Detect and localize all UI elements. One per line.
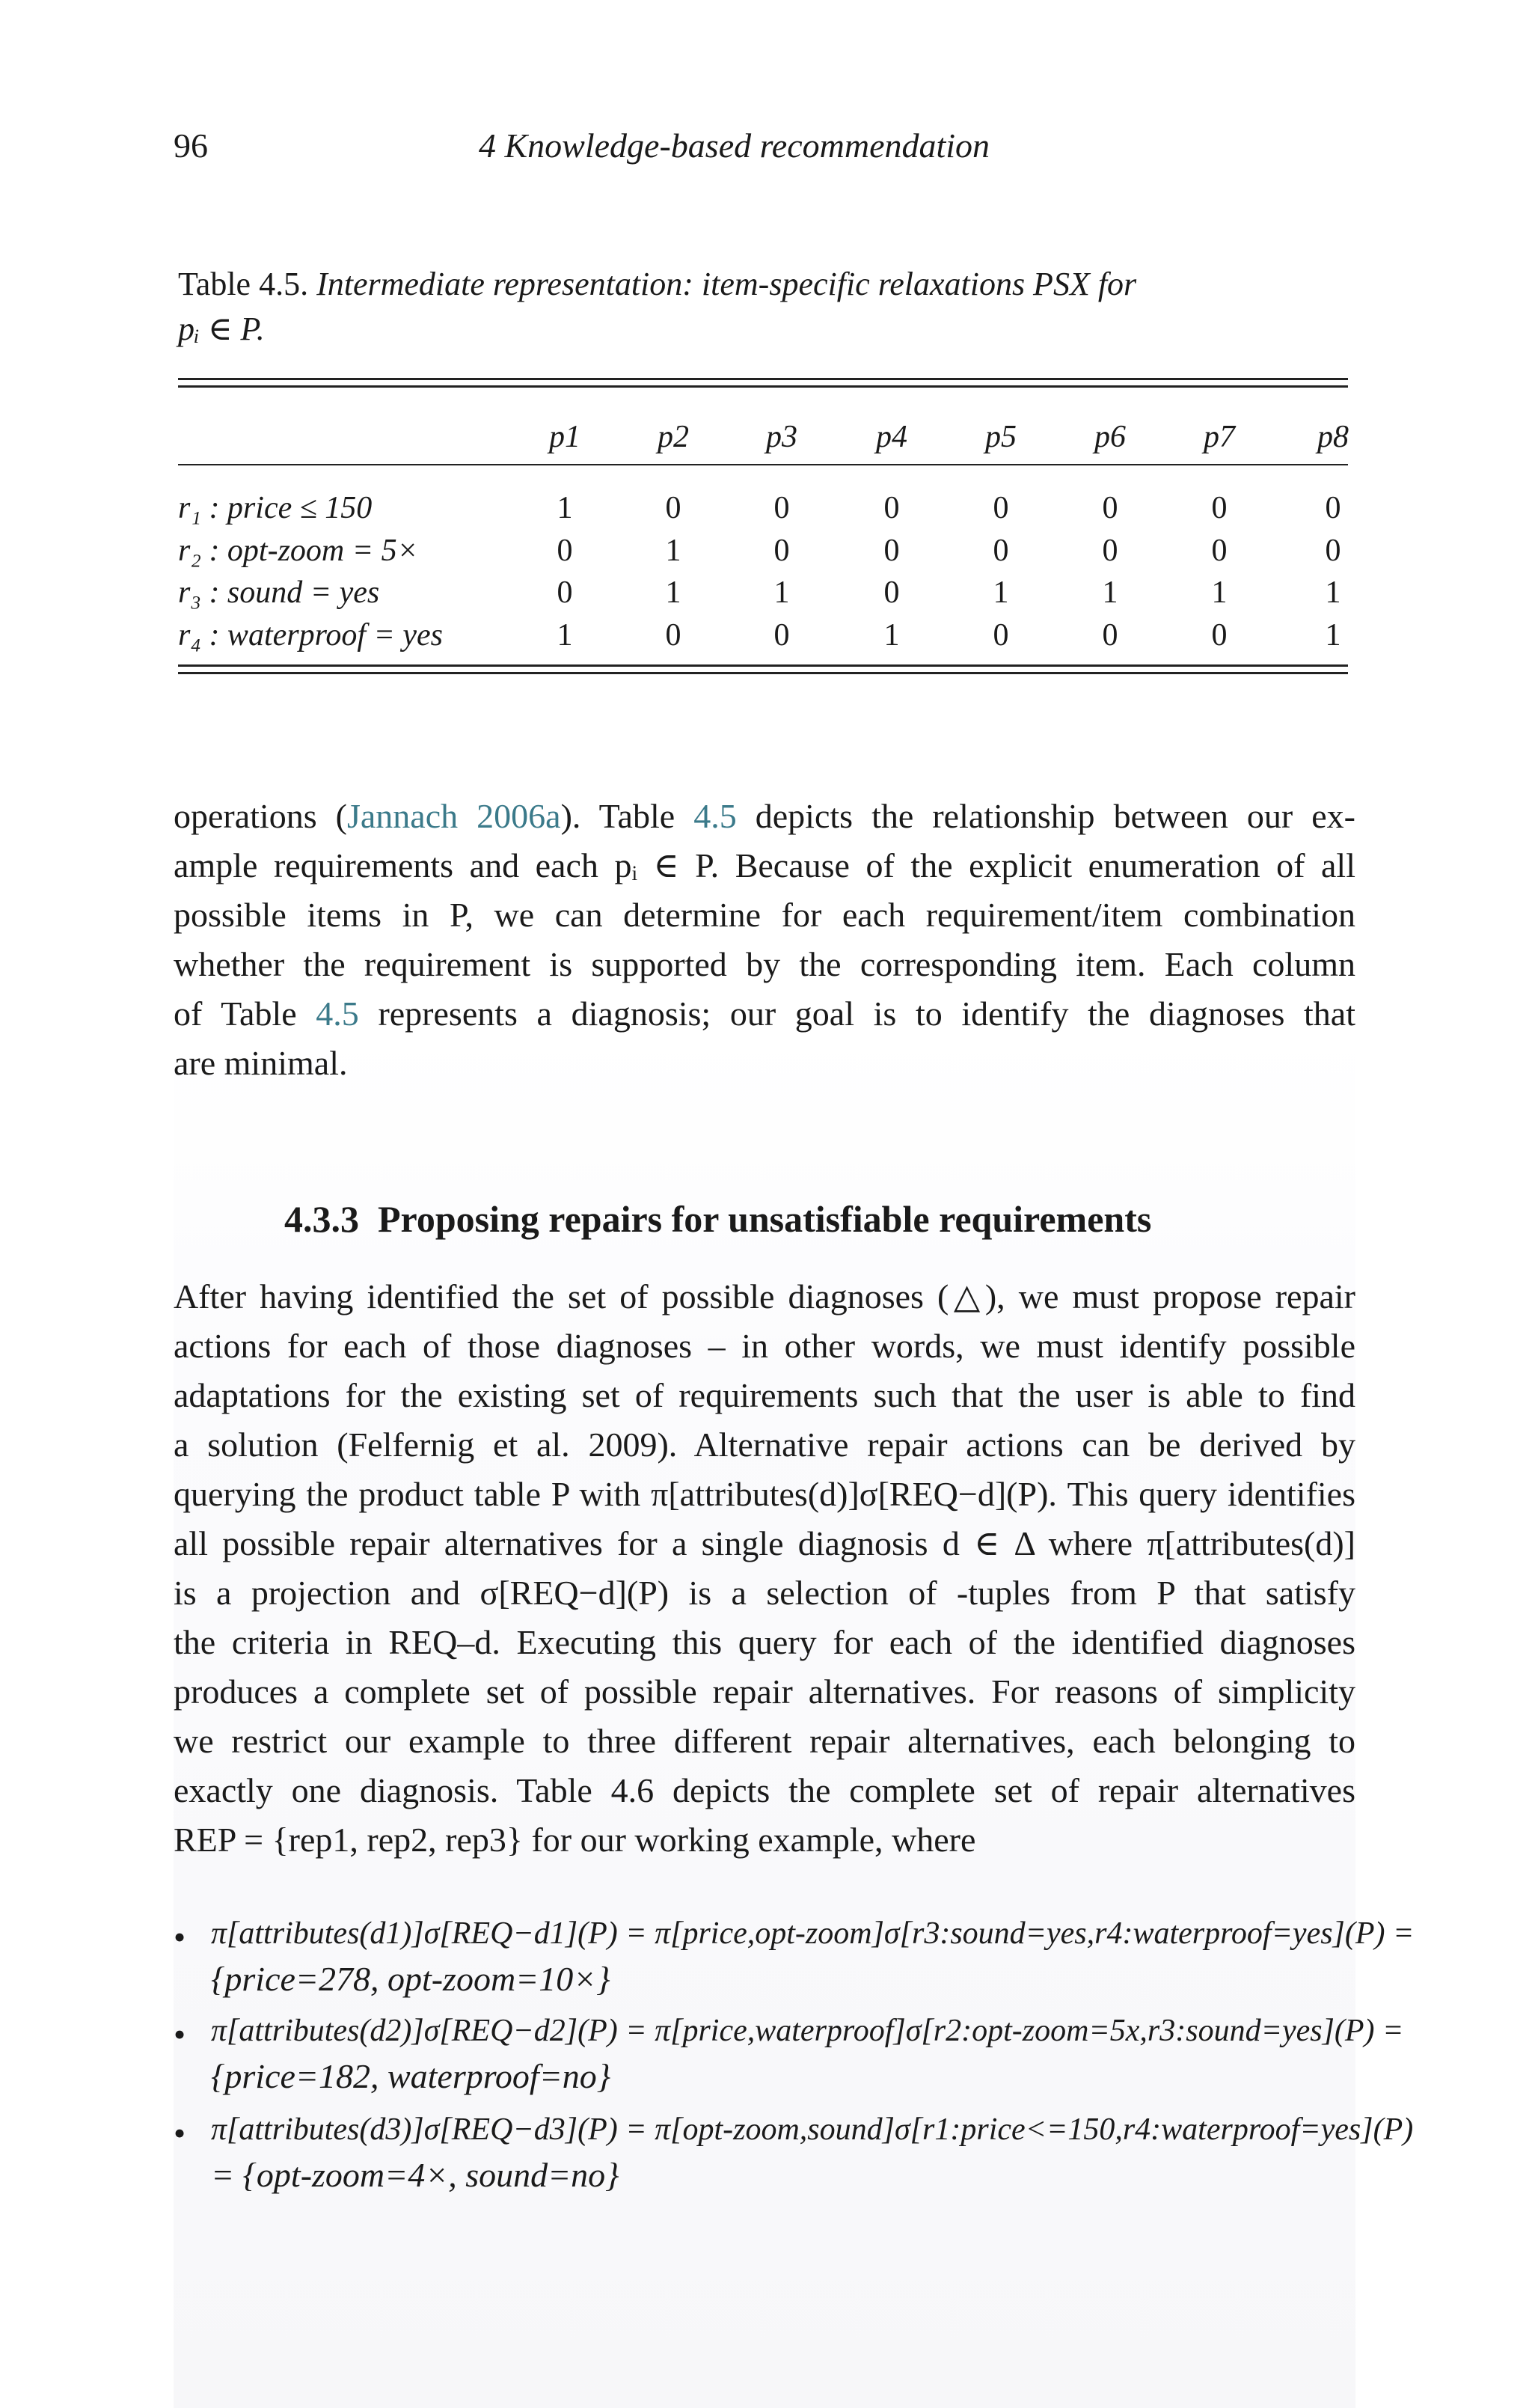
table-cell: 1 xyxy=(665,534,681,568)
page-number: 96 xyxy=(174,126,208,165)
table-cell: 0 xyxy=(557,534,573,568)
table-bottom-rule xyxy=(178,664,1348,667)
column-header-p1: p1 xyxy=(549,420,580,454)
paragraph-line xyxy=(174,940,1355,989)
paragraph-line: the criteria in REQ–d. Executing this query for each of the identified diagnoses xyxy=(174,1623,1355,1661)
paragraph-line xyxy=(174,792,1355,841)
paragraph-line: produces a complete set of possible repair alternatives. For reasons of simplicity xyxy=(174,1672,1355,1711)
column-header-p5: p5 xyxy=(985,420,1017,454)
table-cell: 0 xyxy=(993,618,1009,653)
repair-result: {price=278, opt-zoom=10×} xyxy=(211,1960,610,1998)
bullet-icon: • xyxy=(174,2114,186,2152)
table-cell: 0 xyxy=(773,618,790,653)
table-cell: 1 xyxy=(1325,575,1341,610)
table-cell: 0 xyxy=(665,491,681,525)
table-cell: 0 xyxy=(1211,618,1228,653)
table-cell: 0 xyxy=(557,575,573,610)
table-cell: 0 xyxy=(883,575,900,610)
table-top-rule-2 xyxy=(178,385,1348,388)
table-cell: 0 xyxy=(773,491,790,525)
paragraph-line: querying the product table P with π[attributes(d)]σ[REQ−d](P). This query identifies xyxy=(174,1475,1355,1513)
row-label-r4: r₄ : waterproof = yes xyxy=(178,618,444,653)
table-cell: 0 xyxy=(773,534,790,568)
table-bottom-rule-2 xyxy=(178,672,1348,674)
text-segment: depicts the relationship between our ex- xyxy=(736,797,1355,835)
text-segment: whether the requirement is supported by the corresponding item. Each column xyxy=(174,945,1355,983)
column-header-p2: p2 xyxy=(658,420,689,454)
column-header-p3: p3 xyxy=(766,420,797,454)
repair-query: π[attributes(d3)]σ[REQ−d3](P) = π[opt-zoom,sound]σ[r1:price<=150,r4:waterproof=yes](P) xyxy=(211,2112,1414,2147)
paragraph-line xyxy=(174,989,1355,1039)
table-cell: 0 xyxy=(1211,491,1228,525)
table-cell: 0 xyxy=(1102,491,1118,525)
repair-result: = {opt-zoom=4×, sound=no} xyxy=(211,2156,619,2194)
running-head: 4 Knowledge-based recommendation xyxy=(479,126,990,165)
table-cell: 0 xyxy=(1102,534,1118,568)
paragraph-line: is a projection and σ[REQ−d](P) is a selection of -tuples from P that satisfy xyxy=(174,1574,1355,1612)
paragraph-line: actions for each of those diagnoses – in other words, we must identify possible xyxy=(174,1327,1355,1365)
text-segment: of Table xyxy=(174,994,316,1033)
repair-query: π[attributes(d1)]σ[REQ−d1](P) = π[price,opt-zoom]σ[r3:sound=yes,r4:waterproof=yes](P) = xyxy=(211,1916,1415,1951)
bullet-icon: • xyxy=(174,1918,186,1956)
table-top-rule xyxy=(178,378,1348,380)
text-segment: represents a diagnosis; our goal is to identify the diagnoses that xyxy=(358,994,1356,1033)
text-segment: ample requirements and each pᵢ ∈ P. Because of the explicit enumeration of all xyxy=(174,846,1355,884)
table-cell: 0 xyxy=(1211,534,1228,568)
table-cell: 0 xyxy=(993,534,1009,568)
paragraph-line xyxy=(174,841,1355,890)
paragraph-line: we restrict our example to three different repair alternatives, each belonging to xyxy=(174,1722,1355,1760)
paragraph-line xyxy=(174,890,1355,940)
table-cell: 1 xyxy=(665,575,681,610)
table-cell: 0 xyxy=(1102,618,1118,653)
table-cell: 0 xyxy=(993,491,1009,525)
paragraph-line: a solution (Felfernig et al. 2009). Alternative repair actions can be derived by xyxy=(174,1425,1355,1464)
table-cell: 0 xyxy=(1325,534,1341,568)
table-cell: 1 xyxy=(1211,575,1228,610)
table-cell: 1 xyxy=(557,491,573,525)
row-label-r2: r₂ : opt-zoom = 5× xyxy=(178,534,418,568)
table-cell: 0 xyxy=(1325,491,1341,525)
table-ref-link[interactable]: 4.5 xyxy=(693,797,737,835)
table-cell: 0 xyxy=(665,618,681,653)
row-label-r1: r₁ : price ≤ 150 xyxy=(178,491,373,525)
table-caption-text-line2: pᵢ ∈ P. xyxy=(178,311,265,347)
text-segment: ). Table xyxy=(560,797,694,835)
row-label-r3: r₃ : sound = yes xyxy=(178,575,380,610)
text-segment: operations ( xyxy=(174,797,347,835)
table-cell: 1 xyxy=(1102,575,1118,610)
table-header-rule xyxy=(178,464,1348,465)
column-header-p4: p4 xyxy=(876,420,907,454)
section-heading xyxy=(284,1197,1151,1241)
paragraph-line: REP = {rep1, rep2, rep3} for our working example, where xyxy=(174,1821,976,1859)
table-cell: 0 xyxy=(883,491,900,525)
table-ref-link[interactable]: 4.5 xyxy=(316,994,359,1033)
paragraph-line: all possible repair alternatives for a single diagnosis d ∈ Δ where π[attributes(d)] xyxy=(174,1524,1355,1562)
repair-query: π[attributes(d2)]σ[REQ−d2](P) = π[price,waterproof]σ[r2:opt-zoom=5x,r3:sound=yes](P) = xyxy=(211,2014,1404,2048)
column-header-p7: p7 xyxy=(1204,420,1235,454)
table-cell: 1 xyxy=(883,618,900,653)
table-cell: 1 xyxy=(773,575,790,610)
section-number: 4.3.3 xyxy=(284,1198,359,1240)
bullet-icon: • xyxy=(174,2015,186,2053)
column-header-p8: p8 xyxy=(1317,420,1349,454)
citation-link[interactable]: Jannach 2006a xyxy=(346,797,561,835)
table-cell: 1 xyxy=(993,575,1009,610)
text-segment: possible items in P, we can determine for each requirement/item combination xyxy=(174,896,1355,934)
table-cell: 1 xyxy=(557,618,573,653)
section-title: Proposing repairs for unsatisfiable requirements xyxy=(378,1198,1152,1240)
paragraph-line: adaptations for the existing set of requirements such that the user is able to find xyxy=(174,1376,1355,1414)
paragraph-repairs xyxy=(174,1272,1355,1865)
paragraph-relationship xyxy=(174,792,1355,1088)
table-cell: 0 xyxy=(883,534,900,568)
paragraph-line: After having identified the set of possible diagnoses (△), we must propose repair xyxy=(174,1277,1355,1315)
table-cell: 1 xyxy=(1325,618,1341,653)
paragraph-line: exactly one diagnosis. Table 4.6 depicts the complete set of repair alternatives xyxy=(174,1771,1355,1809)
column-header-p6: p6 xyxy=(1094,420,1126,454)
repair-result: {price=182, waterproof=no} xyxy=(211,2057,611,2095)
paragraph-line xyxy=(174,1039,1355,1088)
table-caption-text: Intermediate representation: item-specific relaxations PSX for xyxy=(316,266,1137,302)
table-caption xyxy=(178,262,1345,352)
table-caption-label: Table 4.5. xyxy=(178,266,309,302)
text-segment: are minimal. xyxy=(174,1044,348,1082)
